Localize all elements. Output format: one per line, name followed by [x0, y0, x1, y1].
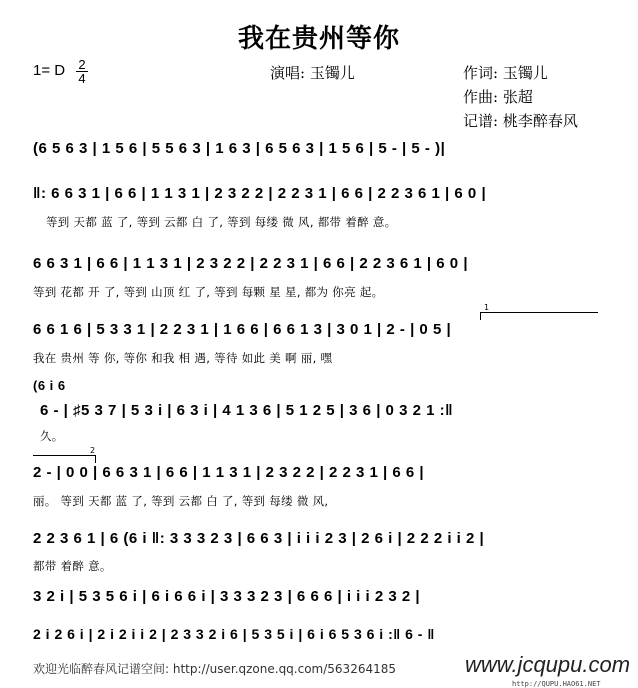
score-row-4-notes: 6 6 1 6 | 5 3 3 1 | 2 2 3 1 | 1 6 6 | 6 6 1 3 | 3 0 1 | 2 - | 0 5 | — [33, 321, 452, 338]
score-row-7-notes: 2 2 3 6 1 | 6 (6 i ‖: 3 3 3 2 3 | 6 6 3 | i i i 2 3 | 2 6 i | 2 2 2 i i 2 | — [33, 530, 485, 547]
score-row-9-notes: 2 i 2 6 i | 2 i 2 i i 2 | 2 3 3 2 i 6 | 5 3 5 i | 6 i 6 5 3 6 i :‖ 6 - ‖ — [33, 626, 435, 642]
score-row-5-lyrics: 久。 — [40, 429, 64, 443]
score-row-1-notes: (6 5 6 3 | 1 5 6 | 5 5 6 3 | 1 6 3 | 6 5 6 3 | 1 5 6 | 5 - | 5 - )| — [33, 140, 446, 157]
time-signature — [76, 59, 88, 84]
score-row-7-lyrics: 都带 着醉 意。 — [33, 559, 112, 573]
time-signature-bottom: 4 — [78, 71, 86, 86]
volta-1-tick — [480, 312, 481, 320]
score-row-4-lyrics: 我在 贵州 等 你, 等你 和我 相 遇, 等待 如此 美 啊 丽, 嘿 — [33, 351, 333, 365]
score-row-5-notes: 6 - | ♯5 3 7 | 5 3 i | 6 3 i | 4 1 3 6 | 5 1 2 5 | 3 6 | 0 3 2 1 :‖ — [40, 402, 454, 419]
lyricist-credit: 作词: 玉镯儿 — [463, 64, 548, 82]
volta-1-label: 1 — [484, 303, 490, 312]
composer-credit: 作曲: 张超 — [463, 88, 533, 106]
singer-credit: 演唱: 玉镯儿 — [270, 64, 355, 82]
time-signature-top: 2 — [78, 57, 86, 72]
volta-2-bracket — [33, 455, 95, 456]
volta-1-bracket — [480, 312, 598, 313]
key-signature: 1= D — [33, 62, 66, 79]
site-watermark: www.jcqupu.com — [465, 652, 631, 677]
site-watermark-small: http://QUPU.HAO61.NET — [512, 680, 601, 688]
song-title: 我在贵州等你 — [237, 24, 400, 54]
volta-2-tick — [95, 455, 96, 463]
volta-2-label: 2 — [90, 446, 96, 455]
score-row-3-notes: 6 6 3 1 | 6 6 | 1 1 3 1 | 2 3 2 2 | 2 2 3 1 | 6 6 | 2 2 3 6 1 | 6 0 | — [33, 255, 469, 272]
transcriber-credit: 记谱: 桃李醉春风 — [463, 112, 578, 130]
score-row-6-lyrics: 丽。 等到 天都 蓝 了, 等到 云都 白 了, 等到 每缕 微 风, — [33, 494, 329, 508]
footer-text: 欢迎光临醉春风记谱空间: http://user.qzone.qq.com/563264185 — [33, 662, 397, 676]
score-row-8-notes: 3 2 i | 5 3 5 6 i | 6 i 6 6 i | 3 3 3 2 3 | 6 6 6 | i i i 2 3 2 | — [33, 588, 421, 605]
score-row-2-notes: ‖: 6 6 3 1 | 6 6 | 1 1 3 1 | 2 3 2 2 | 2 2 3 1 | 6 6 | 2 2 3 6 1 | 6 0 | — [33, 185, 487, 202]
score-row-5-prefix: (6 i 6 — [33, 378, 66, 393]
score-row-6-notes: 2 - | 0 0 | 6 6 3 1 | 6 6 | 1 1 3 1 | 2 3 2 2 | 2 2 3 1 | 6 6 | — [33, 464, 425, 481]
score-row-3-lyrics: 等到 花都 开 了, 等到 山顶 红 了, 等到 每颗 星 星, 都为 你亮 起。 — [33, 285, 384, 299]
score-row-2-lyrics: 等到 天都 蓝 了, 等到 云都 白 了, 等到 每缕 微 风, 都带 着醉 意。 — [46, 215, 397, 229]
